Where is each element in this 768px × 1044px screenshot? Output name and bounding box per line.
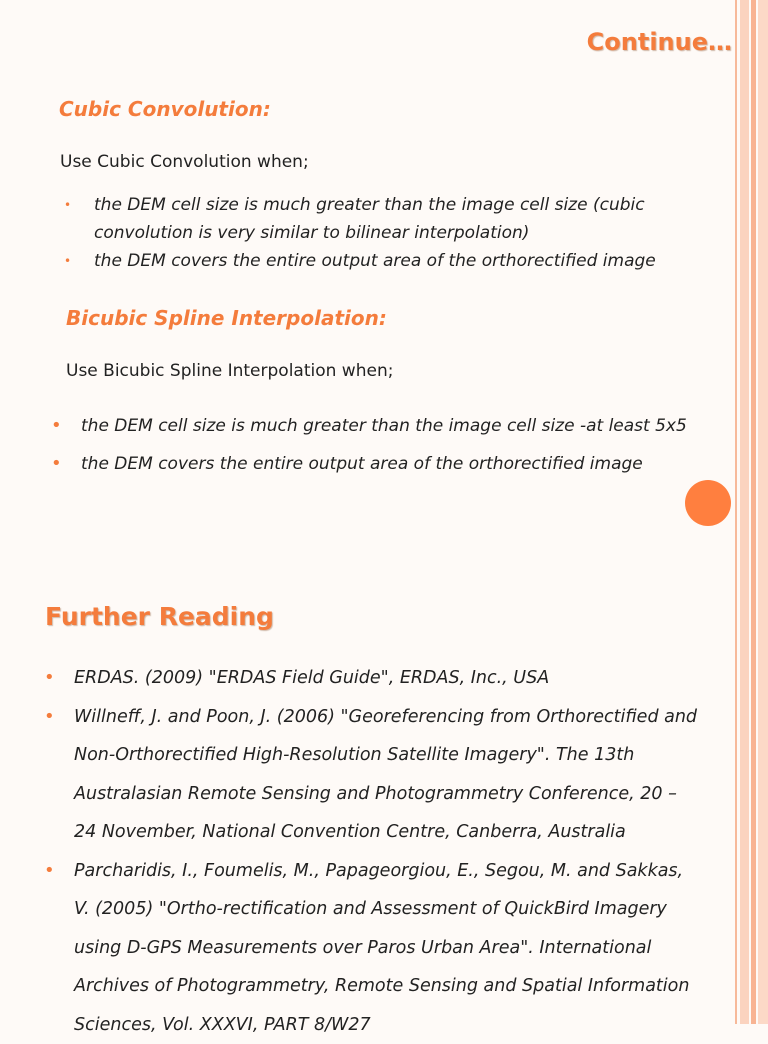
cubic-convolution-heading: Cubic Convolution: (59, 97, 271, 121)
bullet-icon: • (44, 659, 55, 698)
list-item-text: the DEM covers the entire output area of the orthorectified image (94, 251, 656, 271)
reference-text: ERDAS. (2009) "ERDAS Field Guide", ERDAS, Inc., USA (74, 668, 549, 688)
bicubic-spline-heading: Bicubic Spline Interpolation: (66, 306, 387, 330)
bullet-icon: • (44, 852, 55, 891)
bullet-icon: • (51, 413, 62, 439)
reference-item (74, 659, 704, 698)
reference-text: Willneff, J. and Poon, J. (2006) "Georeferencing from Orthorectified and Non-Orthorectified High-Resolution Satellite Imagery". The 13th Australasian Remote Sensing and Photogrammetry Conference, 20 – 24 November, National Convention Centre, Canberra, Australia (74, 707, 697, 843)
list-item (94, 247, 694, 275)
continue-title: Continue… (587, 28, 732, 56)
list-item-text: the DEM covers the entire output area of the orthorectified image (81, 454, 643, 474)
list-item (81, 413, 701, 439)
reference-text: Parcharidis, I., Foumelis, M., Papageorgiou, E., Segou, M. and Sakkas, V. (2005) "Ortho-rectification and Assessment of QuickBird Imagery using D-GPS Measurements over Paros Urban Area". International Archives of Photogrammetry, Remote Sensing and Spatial Information Sciences, Vol. XXXVI, PART 8/W27 (74, 861, 689, 1035)
bullet-icon: • (64, 191, 71, 219)
border-stripe (735, 0, 737, 1024)
further-reading-heading: Further Reading (45, 602, 274, 631)
bicubic-spline-intro: Use Bicubic Spline Interpolation when; (66, 361, 393, 381)
border-stripe (758, 0, 768, 1024)
reference-item (74, 698, 704, 852)
bicubic-spline-list (81, 413, 701, 489)
reference-item (74, 852, 704, 1044)
list-item-text: the DEM cell size is much greater than the image cell size (cubic convolution is very similar to bilinear interpolation) (94, 195, 645, 243)
list-item (94, 191, 694, 247)
bullet-icon: • (44, 698, 55, 737)
cubic-convolution-list (94, 191, 694, 275)
cubic-convolution-intro: Use Cubic Convolution when; (60, 152, 309, 172)
list-item (81, 451, 701, 477)
bullet-icon: • (64, 247, 71, 275)
bullet-icon: • (51, 451, 62, 477)
list-item-text: the DEM cell size is much greater than the image cell size -at least 5x5 (81, 416, 687, 436)
border-stripe (751, 0, 756, 1024)
border-stripe (740, 0, 749, 1024)
further-reading-list (74, 659, 704, 1044)
